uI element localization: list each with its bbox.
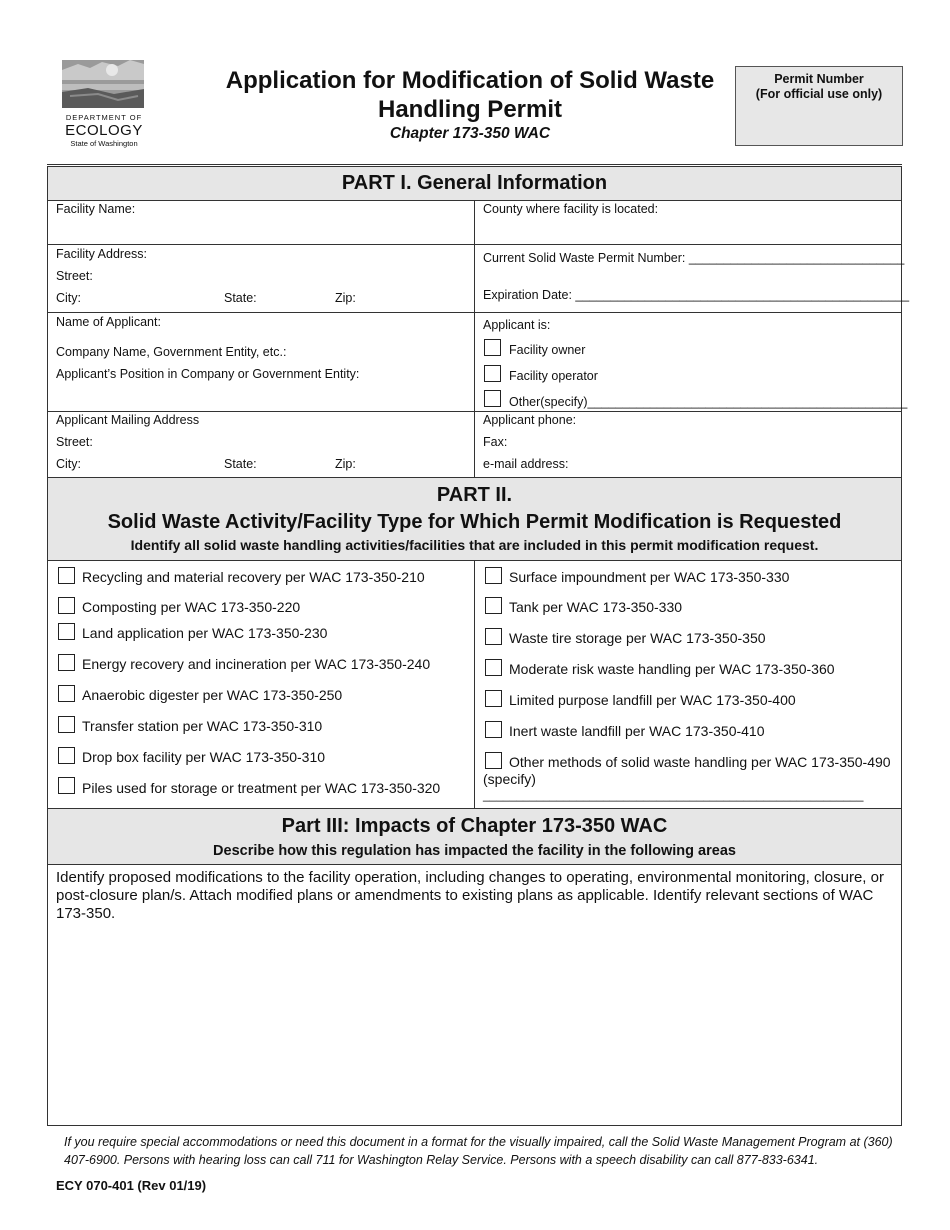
facility-operator-label: Facility operator — [509, 369, 598, 383]
chapter-subtitle: Chapter 173-350 WAC — [389, 125, 551, 142]
applicant-is-label: Applicant is: — [483, 318, 551, 332]
permit-box-note: (For official use only) — [755, 87, 883, 101]
tank-label: Tank per WAC 173-350-330 — [509, 599, 683, 615]
part2-instruction: Identify all solid waste handling activities/facilities that are included in this permit modification request. — [130, 537, 819, 553]
piles-label: Piles used for storage or treatment per WAC 173-350-320 — [82, 780, 441, 796]
limited-purpose-checkbox[interactable] — [485, 690, 502, 707]
part2-heading: PART II. — [436, 484, 513, 506]
other-methods-label: Other methods of solid waste handling per WAC 173-350-490 — [509, 754, 891, 770]
inert-waste-label: Inert waste landfill per WAC 173-350-410 — [509, 723, 765, 739]
facility-street-label: Street: — [56, 269, 93, 283]
land-application-checkbox[interactable] — [58, 623, 75, 640]
expiration-date-field[interactable]: Expiration Date: ________________________________________________ — [483, 288, 910, 302]
drop-box-checkbox[interactable] — [58, 747, 75, 764]
surface-impoundment-label: Surface impoundment per WAC 173-350-330 — [509, 569, 790, 585]
recycling-checkbox[interactable] — [58, 567, 75, 584]
form-number: ECY 070-401 (Rev 01/19) — [56, 1178, 207, 1193]
applicant-position-label: Applicant’s Position in Company or Government Entity: — [56, 367, 360, 381]
energy-recovery-label: Energy recovery and incineration per WAC 173-350-240 — [82, 656, 431, 672]
application-form — [47, 166, 910, 1126]
facility-address-label: Facility Address: — [56, 247, 148, 261]
transfer-station-label: Transfer station per WAC 173-350-310 — [82, 718, 323, 734]
applicant-phone-label: Applicant phone: — [483, 413, 577, 427]
name-of-applicant-label: Name of Applicant: — [56, 315, 161, 329]
facility-zip-label: Zip: — [335, 291, 356, 305]
transfer-station-checkbox[interactable] — [58, 716, 75, 733]
moderate-risk-label: Moderate risk waste handling per WAC 173-350-360 — [509, 661, 835, 677]
land-application-label: Land application per WAC 173-350-230 — [82, 625, 328, 641]
permit-number-box[interactable] — [735, 66, 903, 146]
facility-owner-label: Facility owner — [509, 343, 586, 357]
drop-box-label: Drop box facility per WAC 173-350-310 — [82, 749, 326, 765]
logo-state-text: State of Washington — [70, 139, 138, 148]
recycling-label: Recycling and material recovery per WAC 173-350-210 — [82, 569, 425, 585]
other-applicant-specify-field[interactable]: Other(specify)______________________________________________ — [509, 395, 908, 409]
divider — [48, 244, 901, 245]
mailing-street-label: Street: — [56, 435, 93, 449]
inert-waste-checkbox[interactable] — [485, 721, 502, 738]
logo-department-text: DEPARTMENT OF — [65, 113, 143, 122]
facility-name-label: Facility Name: — [56, 202, 136, 216]
logo-ecology-text: ECOLOGY — [65, 122, 143, 139]
anaerobic-digester-label: Anaerobic digester per WAC 173-350-250 — [82, 687, 343, 703]
other-methods-specify-label: (specify) — [483, 771, 536, 787]
divider — [48, 312, 901, 313]
composting-label: Composting per WAC 173-350-220 — [82, 599, 301, 615]
moderate-risk-checkbox[interactable] — [485, 659, 502, 676]
tank-checkbox[interactable] — [485, 597, 502, 614]
waste-tire-label: Waste tire storage per WAC 173-350-350 — [509, 630, 766, 646]
impacts-instructions: Identify proposed modifications to the facility operation, including changes to operating, environmental monitoring, closure, or post-closure plan/s. Attach modified plans or amendments to existing plans as applicable. Identify relevant sections of WAC 173-350. — [56, 869, 884, 922]
mailing-city-label: City: — [56, 457, 81, 471]
divider — [48, 411, 901, 412]
current-permit-number-field[interactable]: Current Solid Waste Permit Number: _______________________________ — [483, 251, 905, 265]
column-divider — [474, 560, 475, 808]
company-name-label: Company Name, Government Entity, etc.: — [56, 345, 287, 359]
anaerobic-digester-checkbox[interactable] — [58, 685, 75, 702]
county-label: County where facility is located: — [483, 202, 659, 216]
surface-impoundment-checkbox[interactable] — [485, 567, 502, 584]
mailing-address-label: Applicant Mailing Address — [56, 413, 200, 427]
facility-city-label: City: — [56, 291, 81, 305]
part1-heading: PART I. General Information — [48, 167, 901, 200]
part3-subheading: Describe how this regulation has impacted the facility in the following areas — [213, 843, 736, 859]
fax-label: Fax: — [483, 435, 508, 449]
piles-checkbox[interactable] — [58, 777, 75, 794]
mailing-state-label: State: — [224, 457, 257, 471]
mailing-zip-label: Zip: — [335, 457, 356, 471]
top-divider — [47, 164, 902, 165]
document-title — [200, 66, 740, 143]
part2-subheading: Solid Waste Activity/Facility Type for Which Permit Modification is Requested — [107, 511, 842, 533]
column-divider — [474, 200, 475, 477]
ecology-logo — [58, 56, 150, 150]
waste-tire-checkbox[interactable] — [485, 628, 502, 645]
part3-heading-band — [48, 809, 901, 864]
impacts-text-area[interactable] — [48, 865, 901, 1125]
title-line-1: Application for Modification of Solid Waste — [225, 67, 715, 94]
facility-owner-checkbox[interactable] — [484, 339, 501, 356]
accommodation-notice: If you require special accommodations or need this document in a format for the visually impaired, call the Solid Waste Management Program at (360) 407-6900. Persons with hearing loss can call 711 for Washington Relay Service. Persons with a speech disability can call 877-833-6341. — [64, 1135, 893, 1167]
part3-heading: Part III: Impacts of Chapter 173-350 WAC — [281, 815, 668, 837]
permit-box-label: Permit Number — [774, 72, 864, 86]
limited-purpose-label: Limited purpose landfill per WAC 173-350-400 — [509, 692, 796, 708]
other-methods-checkbox[interactable] — [485, 752, 502, 769]
email-label: e-mail address: — [483, 457, 569, 471]
energy-recovery-checkbox[interactable] — [58, 654, 75, 671]
other-methods-specify-field[interactable]: _________________________________________________________ — [483, 788, 864, 802]
facility-state-label: State: — [224, 291, 257, 305]
other-applicant-checkbox[interactable] — [484, 390, 501, 407]
part2-heading-band — [48, 478, 901, 560]
ecology-logo-icon — [58, 56, 150, 112]
facility-operator-checkbox[interactable] — [484, 365, 501, 382]
composting-checkbox[interactable] — [58, 597, 75, 614]
title-line-2: Handling Permit — [377, 96, 563, 123]
